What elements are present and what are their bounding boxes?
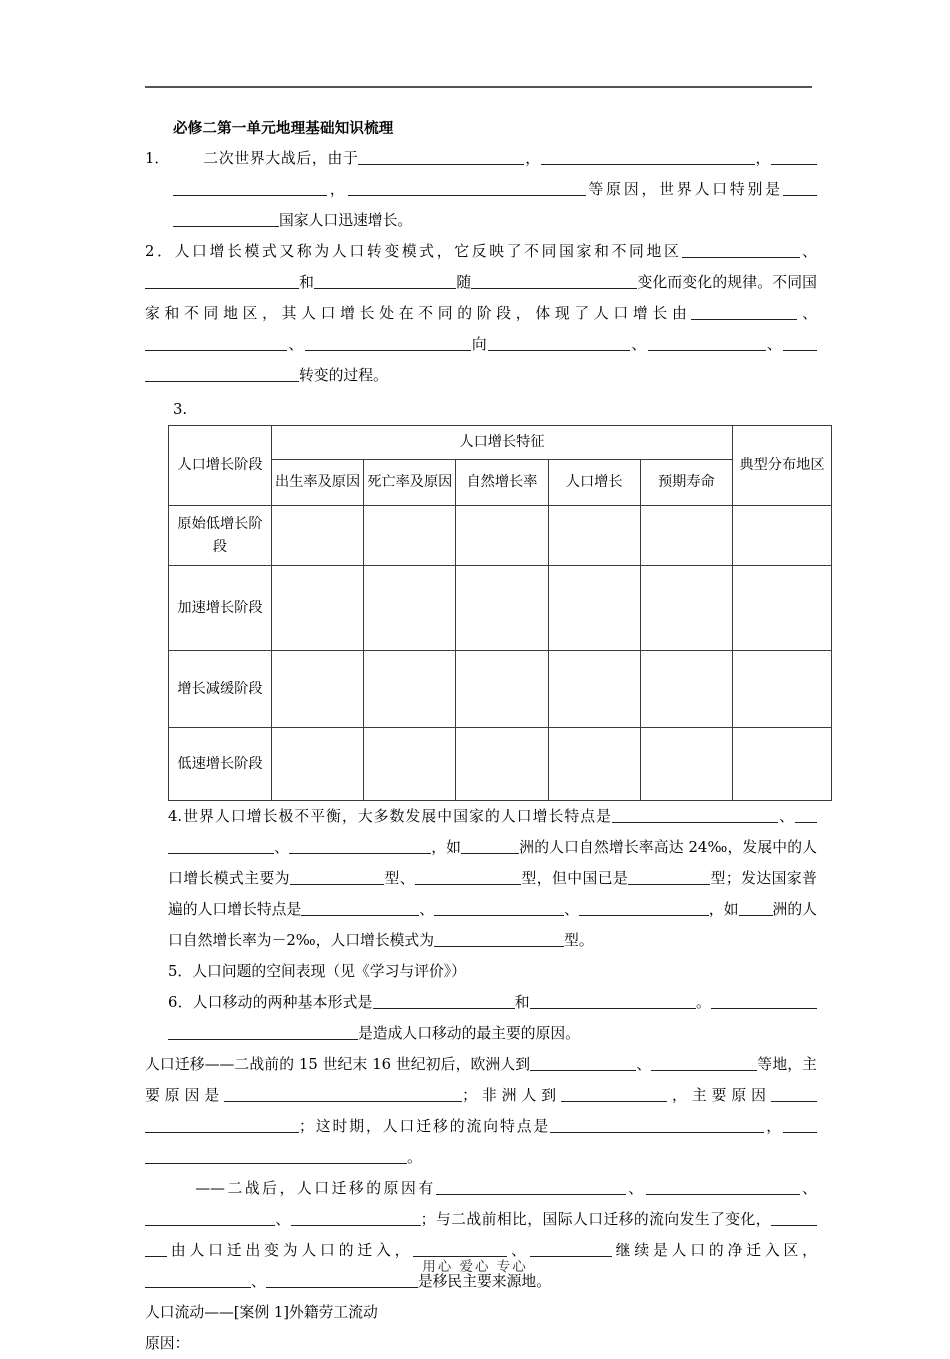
table-row (169, 506, 832, 566)
header-population-growth: 人口增长 (548, 460, 640, 506)
item-1-sep-2: ， (754, 150, 771, 167)
item-4-text-c: 洲的人口自然增长率高达 24‰，发展中的 (519, 839, 803, 856)
cell-birth[interactable] (272, 651, 364, 728)
cell-distribution[interactable] (733, 506, 832, 566)
cell-growth[interactable] (548, 728, 640, 801)
postwar-sep-2: 、 (799, 1180, 817, 1197)
item-4-number: 4. (168, 808, 183, 825)
table-row (169, 566, 832, 651)
blank-field[interactable] (461, 838, 519, 854)
item-6-number: 6． (168, 994, 193, 1011)
item-4-text-h: 家普遍的人口增长特点是 (168, 870, 817, 918)
item-1-text-c: 国家人口迅速增长。 (279, 212, 413, 229)
migration-text-c: 地，主要原因是 (145, 1056, 817, 1104)
item-2-sep-5: 、 (765, 336, 783, 353)
item-2-text-c: 随 (456, 274, 472, 291)
item-6-text-d: 是造成人口移动的最主要的原因。 (358, 1025, 580, 1042)
blank-field[interactable] (290, 869, 384, 885)
blank-field[interactable] (289, 838, 431, 854)
population-flow-text: 人口流动——[案例 1]外籍劳工流动 (145, 1304, 378, 1321)
cell-death[interactable] (364, 566, 456, 651)
blank-field[interactable] (415, 869, 521, 885)
blank-field[interactable] (550, 1117, 764, 1133)
item-2-text-b: 和 (299, 274, 315, 291)
blank-field[interactable] (783, 1117, 817, 1133)
migration-prewar-paragraph (145, 1049, 817, 1173)
blank-field[interactable] (168, 838, 274, 854)
postwar-text-d: 继续是人口的净迁入区， (611, 1242, 817, 1259)
cell-birth[interactable] (272, 566, 364, 651)
header-divider (145, 86, 812, 88)
blank-field[interactable] (530, 1055, 636, 1071)
blank-field[interactable] (145, 1148, 407, 1164)
blank-field[interactable] (579, 900, 709, 916)
blank-field[interactable] (168, 1024, 358, 1040)
blank-field[interactable] (488, 335, 630, 351)
blank-field[interactable] (173, 180, 327, 196)
item-2-text-d: 变化而变化的规律。 (637, 274, 773, 291)
blank-field[interactable] (434, 900, 564, 916)
cell-growth[interactable] (548, 651, 640, 728)
item-4-text-a: 世界人口增长极不平衡，大多数发展中国家的人口增长特点是 (182, 808, 613, 825)
cell-death[interactable] (364, 728, 456, 801)
cell-natural[interactable] (456, 566, 548, 651)
blank-field[interactable] (301, 900, 419, 916)
item-6-text-b: 和 (514, 994, 530, 1011)
table-header-row-1 (169, 426, 832, 460)
cell-stage: 增长减缓阶段 (169, 651, 272, 728)
item-4-text-l: 型。 (564, 932, 594, 949)
postwar-sep-3: 、 (275, 1211, 291, 1228)
blank-field[interactable] (783, 335, 817, 351)
item-4-text-f: 型，但中国已是 (520, 870, 629, 887)
item-2-text-e: 不同国家和不同地区，其人口增长处在不同的阶段，体现了人口增长由 (145, 274, 817, 322)
blank-field[interactable] (646, 1179, 800, 1195)
table-row (169, 651, 832, 728)
cause-label: 原因： (145, 1335, 190, 1352)
migration-text-b: 等 (757, 1056, 773, 1073)
blank-field[interactable] (145, 335, 287, 351)
blank-field[interactable] (691, 304, 797, 320)
blank-field[interactable] (771, 1210, 817, 1226)
cell-natural[interactable] (456, 728, 548, 801)
blank-field[interactable] (348, 180, 586, 196)
blank-field[interactable] (682, 242, 800, 258)
population-flow-line (145, 1297, 817, 1328)
cell-stage: 原始低增长阶段 (169, 506, 272, 566)
blank-field[interactable] (771, 149, 817, 165)
cell-birth[interactable] (272, 728, 364, 801)
blank-field[interactable] (145, 273, 299, 289)
blank-field[interactable] (373, 993, 515, 1009)
header-death-rate: 死亡率及原因 (364, 460, 456, 506)
header-natural-growth: 自然增长率 (456, 460, 548, 506)
header-birth-rate: 出生率及原因 (272, 460, 364, 506)
blank-field[interactable] (648, 335, 766, 351)
blank-field[interactable] (530, 993, 696, 1009)
blank-field[interactable] (314, 273, 456, 289)
item-6-text-a: 人口移动的两种基本形式是 (192, 994, 373, 1011)
cell-life[interactable] (640, 651, 732, 728)
list-item-1 (145, 143, 817, 236)
blank-field[interactable] (434, 931, 564, 947)
migration-sep-1: 、 (636, 1056, 652, 1073)
blank-field[interactable] (305, 335, 471, 351)
postwar-sep-5: 、 (251, 1273, 266, 1290)
postwar-text-c: 由人口迁出变为人口的迁入， (167, 1242, 414, 1259)
item-2-sep-3: 、 (287, 336, 305, 353)
postwar-sep-1: 、 (625, 1180, 646, 1197)
item-4-text-g: 型；发达国 (710, 870, 787, 887)
cell-life[interactable] (640, 566, 732, 651)
item-4-sep-2: 、 (274, 839, 290, 856)
list-item-5 (168, 956, 817, 987)
migration-text-e: ，主要原因 (667, 1087, 771, 1104)
postwar-text-b: ；与二战前相比，国际人口迁移的流向发生了变化， (420, 1211, 771, 1228)
page-title: 必修二第一单元地理基础知识梳理 (173, 120, 394, 137)
blank-field[interactable] (291, 1210, 421, 1226)
item-5-text: 人口问题的空间表现（见《学习与评价》） (192, 963, 466, 980)
cell-natural[interactable] (456, 651, 548, 728)
item-2-text-f: 向 (470, 336, 488, 353)
cell-birth[interactable] (272, 506, 364, 566)
item-4-text-b: ，如 (431, 839, 462, 856)
item-5-number: 5． (168, 963, 193, 980)
table-row (169, 728, 832, 801)
item-4-text-j: 洲的 (772, 901, 803, 918)
item-1-sep-1: ， (524, 150, 541, 167)
blank-field[interactable] (739, 900, 773, 916)
header-distribution: 典型分布地区 (733, 426, 832, 506)
item-4-text-i: ，如 (708, 901, 739, 918)
list-item-3-number: 3. (173, 401, 188, 418)
item-2-number: 2． (145, 243, 175, 260)
postwar-text-a: ——二战后，人口迁移的原因有 (195, 1180, 436, 1197)
item-4-sep-4: 、 (564, 901, 579, 918)
blank-field[interactable] (436, 1179, 626, 1195)
item-4-text-e: 型、 (384, 870, 415, 887)
cell-growth[interactable] (548, 566, 640, 651)
migration-text-d: ；非洲人到 (462, 1087, 562, 1104)
blank-field[interactable] (651, 1055, 757, 1071)
list-item-4 (168, 801, 817, 956)
item-4-sep-3: 、 (419, 901, 435, 918)
blank-field[interactable] (471, 273, 637, 289)
population-growth-table-wrapper (168, 425, 825, 801)
cell-stage: 低速增长阶段 (169, 728, 272, 801)
document-content (145, 118, 825, 1359)
blank-field[interactable] (145, 366, 299, 382)
postwar-sep-4: 、 (507, 1242, 530, 1259)
cell-distribution[interactable] (733, 651, 832, 728)
item-2-text-a: 人口增长模式又称为人口转变模式，它反映了不同国家和不同地区 (174, 243, 682, 260)
migration-text-h: 。 (407, 1149, 422, 1166)
item-1-text-b: 等原因，世界人口特别是 (585, 181, 783, 198)
postwar-text-e: 是移民主要来源地。 (417, 1273, 551, 1290)
blank-field[interactable] (771, 1086, 817, 1102)
migration-text-f: ；这时期，人口迁移的流向特点是 (299, 1118, 551, 1135)
item-2-sep-2: 、 (797, 305, 817, 322)
blank-field[interactable] (628, 869, 710, 885)
list-item-6 (168, 987, 817, 1049)
blank-field[interactable] (541, 149, 755, 165)
cell-life[interactable] (640, 728, 732, 801)
cell-life[interactable] (640, 506, 732, 566)
cell-stage: 加速增长阶段 (169, 566, 272, 651)
item-4-text-k: 人口自然增长率为－2‰，人口增长模式为 (168, 901, 817, 949)
migration-text-g: ， (764, 1118, 783, 1135)
cell-distribution[interactable] (733, 566, 832, 651)
blank-field[interactable] (711, 993, 817, 1009)
item-2-sep-1: 、 (799, 243, 817, 260)
blank-field[interactable] (173, 211, 279, 227)
item-4-sep-1: 、 (778, 808, 795, 825)
population-growth-table (168, 425, 832, 801)
cell-death[interactable] (364, 651, 456, 728)
item-1-sep-3: ， (327, 181, 348, 198)
blank-field[interactable] (783, 180, 817, 196)
cell-natural[interactable] (456, 506, 548, 566)
blank-field[interactable] (795, 807, 817, 823)
list-item-2 (145, 236, 817, 391)
blank-field[interactable] (358, 149, 524, 165)
blank-field[interactable] (145, 1117, 299, 1133)
item-2-sep-4: 、 (630, 336, 648, 353)
header-growth-features: 人口增长特征 (272, 426, 733, 460)
item-6-text-c: 。 (695, 994, 711, 1011)
header-stage: 人口增长阶段 (169, 426, 272, 506)
migration-postwar-paragraph (145, 1173, 817, 1297)
cell-distribution[interactable] (733, 728, 832, 801)
blank-field[interactable] (612, 807, 778, 823)
blank-field[interactable] (561, 1086, 667, 1102)
blank-field[interactable] (145, 1210, 275, 1226)
item-1-text-a: 二次世界大战后，由于 (202, 150, 359, 167)
page-footer: 用心 爱心 专心 (422, 1259, 528, 1275)
header-life-expectancy: 预期寿命 (640, 460, 732, 506)
cell-death[interactable] (364, 506, 456, 566)
item-1-number: 1． (145, 150, 170, 167)
item-2-text-g: 转变的过程。 (299, 367, 388, 384)
item-4-text-d: 人口增长模式主要为 (168, 839, 817, 887)
blank-field[interactable] (224, 1086, 462, 1102)
cell-growth[interactable] (548, 506, 640, 566)
migration-text-a: 人口迁移——二战前的 15 世纪末 16 世纪初后，欧洲人到 (145, 1056, 531, 1073)
